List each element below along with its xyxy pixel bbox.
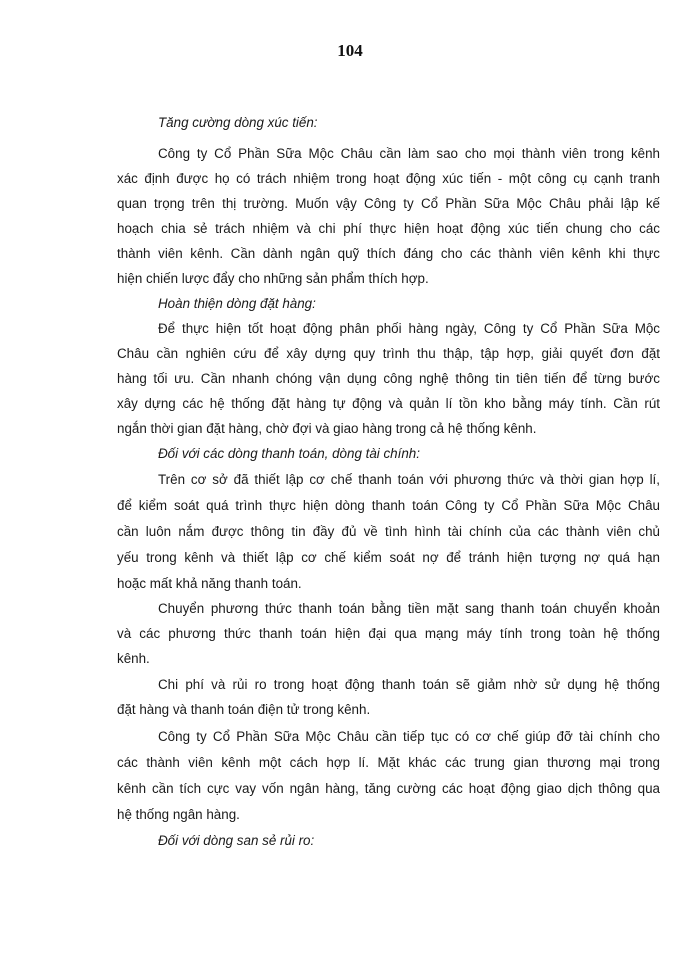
heading-risk-sharing-flow: Đối với dòng san sẻ rủi ro: [158, 833, 315, 848]
text-line: Công ty Cổ Phần Sữa Mộc Châu cần tiếp tục có cơ chế giúp đỡ tài chính cho [158, 729, 660, 744]
heading-promotion-flow: Tăng cường dòng xúc tiến: [158, 115, 318, 130]
text-line: Châu cần nghiên cứu để xây dựng quy trình thu thập, tập hợp, giải quyết đơn đặt [117, 346, 660, 361]
text-line: hàng tối ưu. Cần nhanh chóng vận dụng công nghệ thông tin tiên tiến để từng bước [117, 371, 660, 386]
text-line: kênh. [117, 651, 150, 666]
text-line: và các phương thức thanh toán hiện đại qua mạng máy tính trong toàn hệ thống [117, 626, 660, 641]
text-line: Chuyển phương thức thanh toán bằng tiền mặt sang thanh toán chuyển khoản [158, 601, 660, 616]
text-line: các thành viên kênh một cách hợp lí. Mặt khác các trung gian thương mại trong [117, 755, 660, 770]
text-line: hoặc mất khả năng thanh toán. [117, 576, 302, 591]
text-line: ngắn thời gian đặt hàng, chờ đợi và giao hàng trong cả hệ thống kênh. [117, 421, 537, 436]
text-line: xác định được họ có trách nhiệm trong hoạt động xúc tiến - một công cụ cạnh tranh [117, 171, 660, 186]
text-line: Để thực hiện tốt hoạt động phân phối hàng ngày, Công ty Cổ Phần Sữa Mộc [158, 321, 660, 336]
text-line: hoạch chia sẻ trách nhiệm và chi phí thực hiện hoạt động xúc tiến chung cho các [117, 221, 660, 236]
text-line: đặt hàng và thanh toán điện tử trong kênh. [117, 702, 371, 717]
text-line: kênh cần tích cực vay vốn ngân hàng, tăng cường các hoạt động giao dịch thông qua [117, 781, 660, 796]
text-line: hệ thống ngân hàng. [117, 807, 240, 822]
page-number: 104 [337, 41, 363, 60]
text-line: Công ty Cổ Phần Sữa Mộc Châu cần làm sao cho mọi thành viên trong kênh [158, 146, 660, 161]
text-line: thành viên kênh. Cần dành ngân quỹ thích đáng cho các thành viên kênh khi thực [117, 246, 660, 261]
text-line: yếu trong kênh và thiết lập cơ chế kiểm soát nợ để tránh hiện tượng nợ quá hạn [117, 550, 660, 565]
text-line: quan trọng trên thị trường. Muốn vậy Công ty Cổ Phần Sữa Mộc Châu phải lập kế [117, 196, 660, 211]
text-line: để kiểm soát quá trình thực hiện dòng thanh toán Công ty Cổ Phần Sữa Mộc Châu [117, 498, 660, 513]
text-line: Trên cơ sở đã thiết lập cơ chế thanh toán với phương thức và thời gian hợp lí, [158, 472, 660, 487]
heading-order-flow: Hoàn thiện dòng đặt hàng: [158, 296, 316, 311]
text-line: Chi phí và rủi ro trong hoạt động thanh toán sẽ giảm nhờ sử dụng hệ thống [158, 677, 660, 692]
text-line: cần luôn nắm được thông tin đầy đủ về tình hình tài chính của các thành viên chủ [117, 524, 660, 539]
text-line: xây dựng các hệ thống đặt hàng tự động và quản lí tồn kho bằng máy tính. Cần rút [117, 396, 660, 411]
heading-payment-flow: Đối với các dòng thanh toán, dòng tài chính: [158, 446, 420, 461]
text-line: hiện chiến lược đẩy cho những sản phẩm thích hợp. [117, 271, 429, 286]
